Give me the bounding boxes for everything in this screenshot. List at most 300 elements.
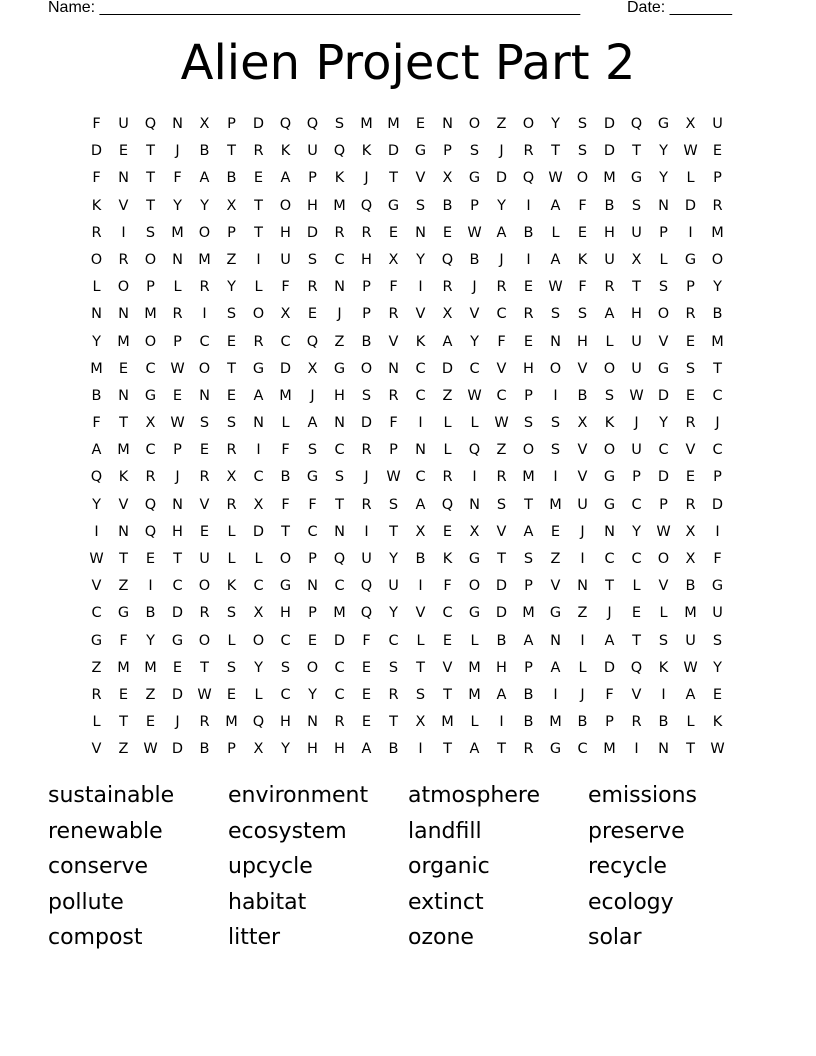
grid-letter: E [523,333,534,350]
grid-letter: Y [146,632,155,649]
grid-letter: T [119,551,128,567]
grid-letter: N [550,333,561,350]
grid-letter: L [92,279,101,296]
grid-letter: Y [281,741,290,758]
grid-letter: Q [333,551,346,567]
grid-letter: L [92,714,101,731]
grid-letter: O [603,360,616,377]
grid-letter: C [415,360,426,377]
grid-letter: S [334,116,345,132]
grid-letter: A [91,442,102,459]
grid-letter: Y [713,659,722,676]
grid-letter: G [171,632,184,649]
grid-letter: L [470,415,479,432]
grid-letter: S [523,551,534,567]
grid-letter: R [685,415,696,432]
grid-letter: H [280,714,291,731]
grid-letter: O [522,442,535,459]
grid-letter: D [387,143,400,160]
grid-letter: F [119,632,128,649]
grid-letter: B [658,714,669,731]
grid-row [83,600,733,627]
grid-letter: T [416,659,425,676]
grid-letter: B [199,741,210,758]
grid-letter: B [415,551,426,567]
grid-letter: G [657,360,670,377]
grid-letter: S [631,197,642,214]
grid-letter: F [497,333,506,350]
date-field-label: Date: _______ [627,0,732,16]
word-bank-item: recycle [588,854,667,879]
grid-letter: N [388,360,399,377]
grid-letter: I [580,632,585,649]
grid-letter: G [90,632,103,649]
grid-letter: L [470,714,479,731]
grid-letter: L [416,632,425,649]
grid-letter: P [524,659,533,676]
grid-letter: D [171,741,184,758]
grid-letter: S [550,415,561,432]
grid-letter: G [468,551,481,567]
grid-letter: H [496,659,507,676]
grid-letter: G [279,578,292,595]
grid-letter: J [310,387,315,404]
grid-letter: A [469,741,480,758]
grid-letter: T [389,523,398,540]
grid-letter: R [388,306,399,323]
grid-letter: B [145,605,156,622]
grid-letter: A [523,632,534,649]
grid-letter: A [496,224,507,241]
grid-letter: O [522,116,535,132]
grid-letter: R [442,469,453,486]
grid-letter: G [117,605,130,622]
grid-letter: L [254,551,263,567]
grid-letter: D [171,605,184,622]
page-title: Alien Project Part 2 [180,35,636,91]
grid-letter: K [658,659,669,676]
grid-letter: L [173,279,182,296]
grid-letter: B [577,387,588,404]
grid-letter: L [686,714,695,731]
grid-letter: A [550,197,561,214]
grid-letter: I [418,741,423,758]
grid-letter: Y [200,197,209,214]
grid-letter: I [148,578,153,595]
grid-letter: H [172,523,183,540]
grid-letter: M [144,659,157,676]
grid-row [83,682,733,709]
grid-letter: S [496,496,507,513]
grid-letter: M [549,496,562,513]
grid-letter: T [119,714,128,731]
grid-letter: N [334,415,345,432]
grid-letter: V [415,306,426,323]
grid-letter: W [656,523,671,540]
grid-letter: D [252,523,265,540]
grid-letter: R [523,741,534,758]
grid-letter: O [198,632,211,649]
grid-letter: O [198,360,211,377]
grid-letter: J [175,469,180,486]
grid-letter: G [414,143,427,160]
grid-letter: V [118,197,129,214]
grid-letter: K [361,143,372,160]
grid-letter: N [658,741,669,758]
grid-letter: Q [468,442,481,459]
grid-letter: U [307,143,318,160]
grid-letter: H [523,360,534,377]
grid-letter: Q [252,714,265,731]
grid-letter: W [170,360,185,377]
grid-letter: O [657,551,670,567]
grid-letter: Q [360,605,373,622]
grid-letter: X [280,306,291,323]
grid-letter: A [280,170,291,187]
grid-letter: I [418,279,423,296]
grid-letter: M [603,170,616,187]
grid-letter: C [280,632,291,649]
grid-letter: S [577,116,588,132]
grid-letter: E [118,143,129,160]
grid-letter: F [605,686,614,703]
grid-letter: C [145,360,156,377]
grid-letter: Y [551,116,560,132]
grid-letter: U [118,116,129,132]
grid-letter: S [577,306,588,323]
grid-row [83,111,733,138]
grid-letter: K [712,714,723,731]
word-bank-item: ecology [588,889,674,915]
grid-letter: N [91,306,102,323]
grid-letter: V [415,605,426,622]
grid-letter: U [712,605,723,622]
grid-letter: O [279,551,292,567]
grid-letter: W [683,659,698,676]
grid-letter: T [146,197,155,214]
grid-letter: S [226,605,237,622]
grid-letter: L [659,251,668,268]
grid-letter: Q [306,116,319,132]
grid-letter: V [199,496,210,513]
grid-letter: N [307,578,318,595]
grid-letter: T [632,279,641,296]
grid-letter: R [523,306,534,323]
grid-letter: I [94,523,99,540]
grid-row [83,165,733,192]
grid-row [83,193,733,220]
grid-letter: Z [334,333,345,350]
grid-letter: M [225,714,238,731]
grid-letter: H [577,333,588,350]
grid-letter: R [253,333,264,350]
grid-letter: F [281,496,290,513]
grid-letter: Q [630,659,643,676]
grid-letter: O [549,360,562,377]
word-bank-item: preserve [588,818,685,844]
grid-letter: V [550,578,561,595]
grid-letter: J [364,170,369,187]
grid-letter: M [117,333,130,350]
grid-letter: R [199,279,210,296]
grid-letter: Y [173,197,182,214]
grid-letter: W [170,415,185,432]
grid-letter: E [361,659,372,676]
grid-letter: Q [630,116,643,132]
grid-letter: Q [306,333,319,350]
grid-letter: T [497,741,506,758]
grid-letter: Z [226,251,237,268]
grid-letter: T [497,551,506,567]
grid-letter: P [362,279,371,296]
grid-letter: D [603,659,616,676]
grid-letter: G [603,469,616,486]
grid-letter: E [577,224,588,241]
grid-letter: V [658,333,669,350]
grid-letter: T [281,523,290,540]
grid-letter: V [442,659,453,676]
grid-letter: W [548,170,563,187]
grid-letter: G [684,251,697,268]
grid-letter: I [553,469,558,486]
grid-letter: S [226,306,237,323]
grid-letter: G [144,387,157,404]
grid-letter: U [388,578,399,595]
grid-letter: E [712,143,723,160]
grid-letter: P [443,143,452,160]
grid-letter: S [577,143,588,160]
grid-letter: I [499,714,504,731]
grid-letter: W [467,387,482,404]
grid-letter: E [199,442,210,459]
grid-letter: S [280,659,291,676]
grid-letter: P [686,279,695,296]
grid-letter: S [226,415,237,432]
grid-letter: X [388,251,399,268]
grid-letter: P [227,224,236,241]
name-field-label: Name: ______________________________________________________ [48,0,581,16]
grid-row [83,736,733,763]
grid-letter: K [604,415,615,432]
grid-letter: L [254,686,263,703]
grid-row [83,138,733,165]
grid-letter: M [333,605,346,622]
grid-letter: M [387,116,400,132]
grid-letter: T [524,496,533,513]
grid-letter: N [118,523,129,540]
grid-letter: O [603,442,616,459]
grid-letter: H [361,251,372,268]
grid-letter: C [577,741,588,758]
grid-letter: O [198,578,211,595]
grid-letter: D [171,686,184,703]
grid-letter: R [685,496,696,513]
grid-letter: X [577,415,588,432]
grid-letter: A [415,496,426,513]
grid-letter: R [388,686,399,703]
grid-letter: F [281,279,290,296]
grid-row [83,247,733,274]
grid-letter: K [226,578,237,595]
grid-letter: S [469,143,480,160]
grid-letter: Z [496,116,507,132]
grid-letter: N [172,251,183,268]
word-bank-item: ecosystem [228,818,347,844]
grid-letter: J [499,143,504,160]
grid-letter: E [442,632,453,649]
word-bank-item: renewable [48,818,163,844]
grid-letter: F [308,496,317,513]
grid-letter: Y [308,686,317,703]
grid-letter: U [631,442,642,459]
grid-letter: L [605,333,614,350]
grid-letter: P [227,116,236,132]
word-bank-item: pollute [48,889,124,915]
grid-letter: I [472,469,477,486]
grid-letter: D [441,360,454,377]
grid-letter: Q [522,170,535,187]
grid-letter: C [604,551,615,567]
grid-letter: C [280,686,291,703]
grid-letter: F [173,170,182,187]
grid-letter: I [256,442,261,459]
grid-letter: D [603,143,616,160]
grid-letter: U [280,251,291,268]
grid-letter: T [335,496,344,513]
grid-letter: G [549,605,562,622]
grid-letter: S [550,442,561,459]
grid-letter: T [173,551,182,567]
grid-letter: J [580,686,585,703]
grid-letter: I [634,741,639,758]
grid-letter: L [254,279,263,296]
grid-letter: B [442,197,453,214]
grid-letter: G [711,578,724,595]
grid-letter: N [604,523,615,540]
grid-letter: E [361,714,372,731]
grid-letter: D [252,116,265,132]
grid-letter: X [442,170,453,187]
grid-letter: C [91,605,102,622]
grid-letter: R [685,306,696,323]
grid-letter: D [495,605,508,622]
grid-letter: R [91,686,102,703]
grid-letter: C [496,306,507,323]
grid-letter: X [442,306,453,323]
word-bank-item: extinct [408,889,484,915]
grid-letter: Y [497,197,506,214]
grid-letter: E [145,551,156,567]
grid-letter: R [226,442,237,459]
grid-letter: D [495,578,508,595]
grid-letter: O [360,360,373,377]
grid-letter: E [442,224,453,241]
grid-letter: U [631,224,642,241]
grid-letter: P [308,605,317,622]
grid-letter: N [172,496,183,513]
grid-letter: P [389,442,398,459]
grid-letter: N [118,306,129,323]
grid-letter: I [553,686,558,703]
grid-letter: P [713,170,722,187]
grid-letter: O [468,578,481,595]
grid-letter: L [443,415,452,432]
grid-letter: U [577,496,588,513]
grid-letter: M [279,387,292,404]
grid-letter: M [711,224,724,241]
grid-letter: S [658,632,669,649]
grid-letter: T [686,741,695,758]
grid-letter: Y [254,659,263,676]
grid-letter: D [333,632,346,649]
grid-letter: S [415,197,426,214]
grid-letter: N [118,170,129,187]
grid-letter: J [607,605,612,622]
grid-letter: L [578,659,587,676]
word-search-grid [83,111,733,764]
grid-letter: L [227,632,236,649]
grid-row [83,709,733,736]
grid-letter: K [118,469,129,486]
word-bank-item: ozone [408,925,474,950]
word-bank-item: compost [48,925,143,950]
grid-letter: W [683,143,698,160]
grid-letter: R [496,469,507,486]
grid-letter: R [91,224,102,241]
grid-letter: E [415,116,426,132]
grid-letter: R [712,197,723,214]
grid-letter: C [442,605,453,622]
grid-letter: P [659,496,668,513]
grid-letter: G [333,360,346,377]
grid-letter: B [91,387,102,404]
grid-letter: Z [145,686,156,703]
grid-letter: V [685,442,696,459]
grid-letter: D [495,170,508,187]
grid-letter: N [253,415,264,432]
grid-letter: C [415,387,426,404]
grid-row [83,464,733,491]
grid-letter: Q [360,197,373,214]
word-bank-item: habitat [228,889,307,915]
grid-letter: C [469,360,480,377]
grid-letter: P [524,387,533,404]
grid-letter: U [361,551,372,567]
grid-letter: E [361,686,372,703]
grid-letter: X [253,496,264,513]
grid-letter: Q [441,496,454,513]
grid-letter: V [388,333,399,350]
grid-letter: P [308,170,317,187]
grid-row [83,383,733,410]
grid-letter: B [523,714,534,731]
grid-letter: R [361,224,372,241]
grid-letter: J [499,251,504,268]
grid-letter: O [279,197,292,214]
grid-letter: Q [144,496,157,513]
grid-letter: C [388,632,399,649]
grid-letter: J [472,279,477,296]
grid-letter: A [550,251,561,268]
grid-letter: L [551,224,560,241]
grid-letter: G [252,360,265,377]
grid-letter: C [334,686,345,703]
grid-letter: C [496,387,507,404]
grid-letter: M [90,360,103,377]
grid-letter: O [252,306,265,323]
grid-letter: E [388,224,399,241]
grid-letter: B [226,170,237,187]
